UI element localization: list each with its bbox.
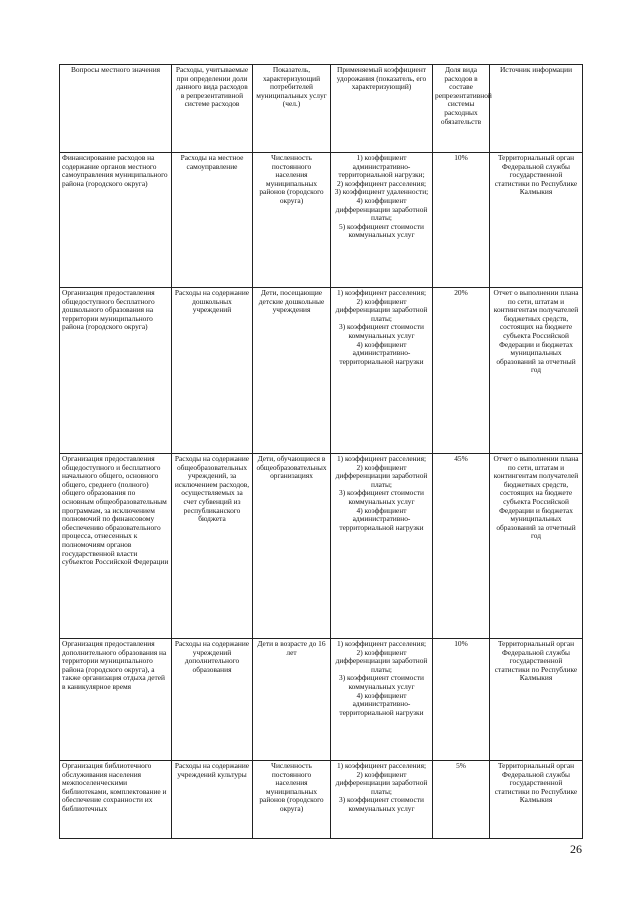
cell-indicator: Дети, обучающиеся в общеобразовательных организациях <box>253 454 331 639</box>
cell-coefficients <box>331 454 433 639</box>
header-consumer-indicator: Показатель, характеризующий потребителей муниципальных услуг (чел.) <box>253 65 331 153</box>
table-header-row <box>60 65 583 153</box>
cell-share: 10% <box>433 153 490 288</box>
document-table-container <box>59 64 582 839</box>
header-info-source: Источник информации <box>490 65 583 153</box>
cell-local-issue: Финансирование расходов на содержание органов местного самоуправления муниципального района (городского округа) <box>60 153 172 288</box>
cell-share: 5% <box>433 761 490 839</box>
header-local-issues: Вопросы местного значения <box>60 65 172 153</box>
coefficient-item: 1) коэффициент расселения; <box>336 454 427 463</box>
coefficient-item: 2) коэффициент дифференциации заработной платы; <box>335 647 428 674</box>
cell-source: Территориальный орган Федеральной службы государственной статистики по Республике Калмыкия <box>490 639 583 761</box>
cell-source: Территориальный орган Федеральной службы государственной статистики по Республике Калмыкия <box>490 761 583 839</box>
table-row <box>60 288 583 454</box>
expenditure-table <box>59 64 583 839</box>
coefficient-item: 1) коэффициент расселения; <box>336 639 427 648</box>
coefficient-item: 4) коэффициент административно-территориальной нагрузки <box>339 339 424 366</box>
coefficient-item: 2) коэффициент дифференциации заработной платы; <box>335 296 428 323</box>
coefficient-item: 3) коэффициент удаленности; <box>334 187 429 197</box>
coefficient-item: 1) коэффициент расселения; <box>336 288 427 297</box>
cell-local-issue: Организация предоставления общедоступного и бесплатного начального общего, основного общего, среднего (полного) общего образования по основным общеобразовательным программам, за исключением полномочий по финансовому обеспечению образовательного процесса, отнесенных к полномочиям органов государственной власти субъектов Российской Федерации <box>60 454 172 639</box>
header-expenses: Расходы, учитываемые при определении доли данного вида расходов в репрезентативной системе расходов <box>172 65 253 153</box>
cell-expense: Расходы на содержание учреждений культуры <box>172 761 253 839</box>
cell-source: Отчет о выполнении плана по сети, штатам и контингентам получателей бюджетных средств, состоящих на бюджете субъекта Российской Федерации и бюджетах муниципальных образований за отчетный год <box>490 454 583 639</box>
coefficient-item: 3) коэффициент стоимости коммунальных услуг <box>339 322 424 340</box>
cell-coefficients <box>331 153 433 288</box>
cell-expense: Расходы на местное самоуправление <box>172 153 253 288</box>
page-number: 26 <box>570 842 582 856</box>
coefficient-item: 5) коэффициент стоимости коммунальных услуг <box>339 221 424 240</box>
cell-coefficients <box>331 639 433 761</box>
cell-share: 20% <box>433 288 490 454</box>
cell-local-issue: Организация предоставления общедоступного бесплатного дошкольного образования на территории муниципального района (городского округа) <box>60 288 172 454</box>
coefficient-item: 2) коэффициент дифференциации заработной платы; <box>335 769 428 796</box>
coefficient-item: 2) коэффициент дифференциации заработной платы; <box>335 462 428 489</box>
cell-source: Отчет о выполнении плана по сети, штатам и контингентам получателей бюджетных средств, состоящих на бюджете субъекта Российской Федерации и бюджетах муниципальных образований за отчетный год <box>490 288 583 454</box>
cell-expense: Расходы на содержание общеобразовательных учреждений, за исключением расходов, осуществляемых за счет субвенций из республиканского бюджета <box>172 454 253 639</box>
coefficient-item: 4) коэффициент административно-территориальной нагрузки <box>339 690 424 717</box>
cell-indicator: Дети в возрасте до 16 лет <box>253 639 331 761</box>
header-cost-coefficient: Применяемый коэффициент удорожания (показатель, его характеризующий) <box>331 65 433 153</box>
header-expense-share: Доля вида расходов в составе репрезентативной системы расходных обязательств <box>433 65 490 153</box>
cell-local-issue: Организация предоставления дополнительного образования на территории муниципального района (городского округа), а также организация отдыха детей в каникулярное время <box>60 639 172 761</box>
cell-share: 45% <box>433 454 490 639</box>
table-row <box>60 153 583 288</box>
cell-share: 10% <box>433 639 490 761</box>
cell-coefficients <box>331 288 433 454</box>
cell-coefficients <box>331 761 433 839</box>
cell-expense: Расходы на содержание учреждений дополнительного образования <box>172 639 253 761</box>
cell-expense: Расходы на содержание дошкольных учреждений <box>172 288 253 454</box>
coefficient-item: 3) коэффициент стоимости коммунальных услуг <box>339 673 424 691</box>
cell-indicator: Дети, посещающие детские дошкольные учреждения <box>253 288 331 454</box>
coefficient-item: 1) коэффициент расселения; <box>336 761 427 770</box>
coefficient-item: 3) коэффициент стоимости коммунальных услуг <box>339 795 424 813</box>
table-row <box>60 761 583 839</box>
cell-indicator: Численность постоянного населения муниципальных районов (городского округа) <box>253 153 331 288</box>
coefficient-item: 1) коэффициент административно-территориальной нагрузки; <box>338 153 425 180</box>
coefficient-item: 4) коэффициент дифференциации заработной платы; <box>335 195 428 223</box>
coefficient-item: 3) коэффициент стоимости коммунальных услуг <box>339 488 424 506</box>
cell-source: Территориальный орган Федеральной службы государственной статистики по Республике Калмыкия <box>490 153 583 288</box>
coefficient-item: 2) коэффициент расселения; <box>336 178 427 188</box>
cell-local-issue: Организация библиотечного обслуживания населения межпоселенческими библиотеками, комплектование и обеспечение сохранности их библиотечных <box>60 761 172 839</box>
cell-indicator: Численность постоянного населения муниципальных районов (городского округа) <box>253 761 331 839</box>
table-row <box>60 454 583 639</box>
table-row <box>60 639 583 761</box>
coefficient-item: 4) коэффициент административно-территориальной нагрузки <box>339 505 424 532</box>
